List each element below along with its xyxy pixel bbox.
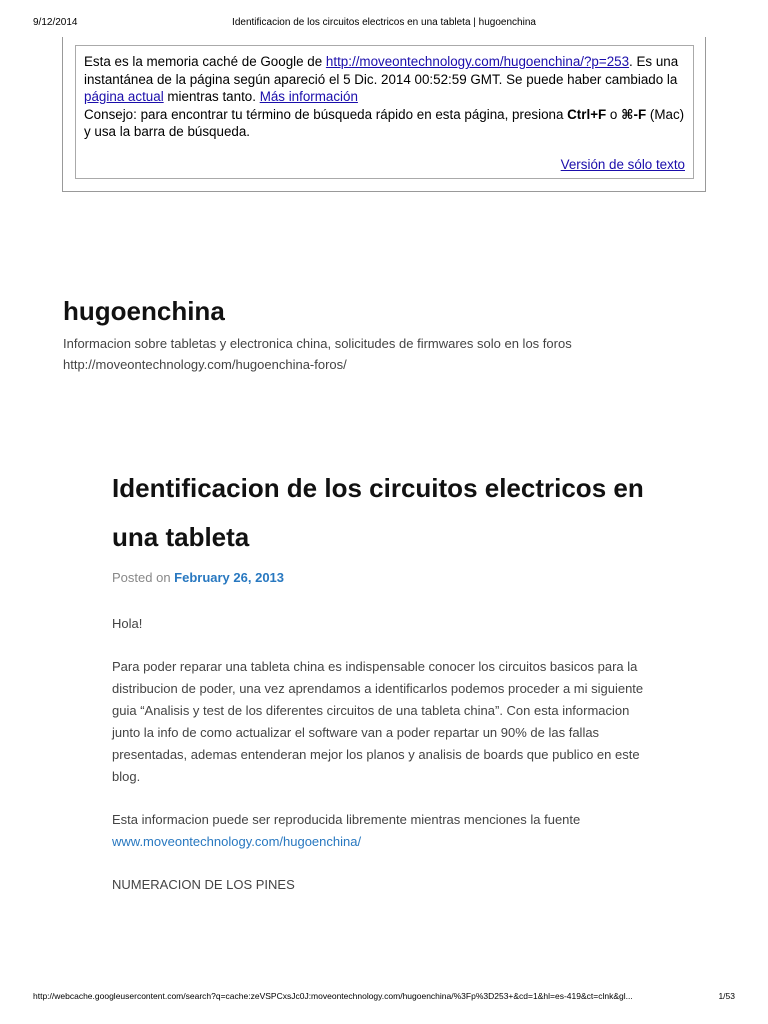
paragraph-text: Esta informacion puede ser reproducida libremente mientras menciones la fuente (112, 812, 581, 827)
posted-on-label: Posted on (112, 570, 175, 585)
site-title[interactable]: hugoenchina (63, 296, 225, 326)
paragraph (112, 809, 652, 853)
cache-notice-text: . Es una instantánea de la página según apareció el 5 Dic. 2014 00:52:59 GMT. Se puede haber cambiado la (84, 54, 679, 87)
paragraph: Para poder reparar una tableta china es indispensable conocer los circuitos basicos para la distribucion de poder, una vez aprendamos a identificarlos podemos proceder a mi siguiente guia “Analisis y test de los diferentes circuitos de una tableta china”. Con esta informacion junto la info de como actualizar el software van a poder repartar un 90% de las fallas presentadas, ademas entenderan mejor los planos y analisis de boards que publico en este blog. (112, 659, 644, 784)
print-footer-url: http://webcache.googleusercontent.com/search?q=cache:zeVSPCxsJc0J:moveontechnology.com/hugoenchina/%3Fp%3D253+&cd=1&hl=es-419&ct=clnk&gl... (33, 991, 633, 1001)
shortcut-cmd-f: ⌘-F (621, 106, 647, 122)
print-page-title: Identificacion de los circuitos electricos en una tableta | hugoenchina (232, 17, 536, 28)
cache-notice-text: mientras tanto. (163, 89, 260, 104)
post-meta (112, 570, 284, 585)
tip-text: Consejo: para encontrar tu término de búsqueda rápido en esta página, presiona (84, 106, 568, 122)
cached-url-link[interactable]: http://moveontechnology.com/hugoenchina/?p=253 (325, 54, 630, 69)
section-heading: NUMERACION DE LOS PINES (112, 877, 295, 892)
post-title: Identificacion de los circuitos electricos en una tableta (112, 473, 644, 552)
page-number: 1/53 (718, 991, 735, 1001)
source-link[interactable]: www.moveontechnology.com/hugoenchina/ (112, 834, 362, 849)
shortcut-ctrl-f: Ctrl+F (567, 106, 607, 122)
cache-notice (75, 45, 694, 179)
tip-text: o (606, 106, 622, 122)
print-date: 9/12/2014 (33, 17, 78, 28)
site-description: Informacion sobre tabletas y electronica china, solicitudes de firmwares solo en los foros http://moveontechnology.com/hugoenchina-foros/ (63, 336, 572, 372)
post-date-link[interactable]: February 26, 2013 (174, 570, 285, 585)
paragraph: Hola! (112, 616, 143, 631)
current-page-link[interactable]: página actual (84, 89, 164, 104)
cache-notice-text: Esta es la memoria caché de Google de (84, 54, 326, 69)
tip-text: (Mac) y usa la barra de búsqueda. (84, 106, 685, 139)
post-content (112, 613, 652, 917)
more-info-link[interactable]: Más información (259, 89, 358, 104)
text-only-version-link[interactable]: Versión de sólo texto (560, 157, 685, 172)
print-header (0, 17, 768, 31)
